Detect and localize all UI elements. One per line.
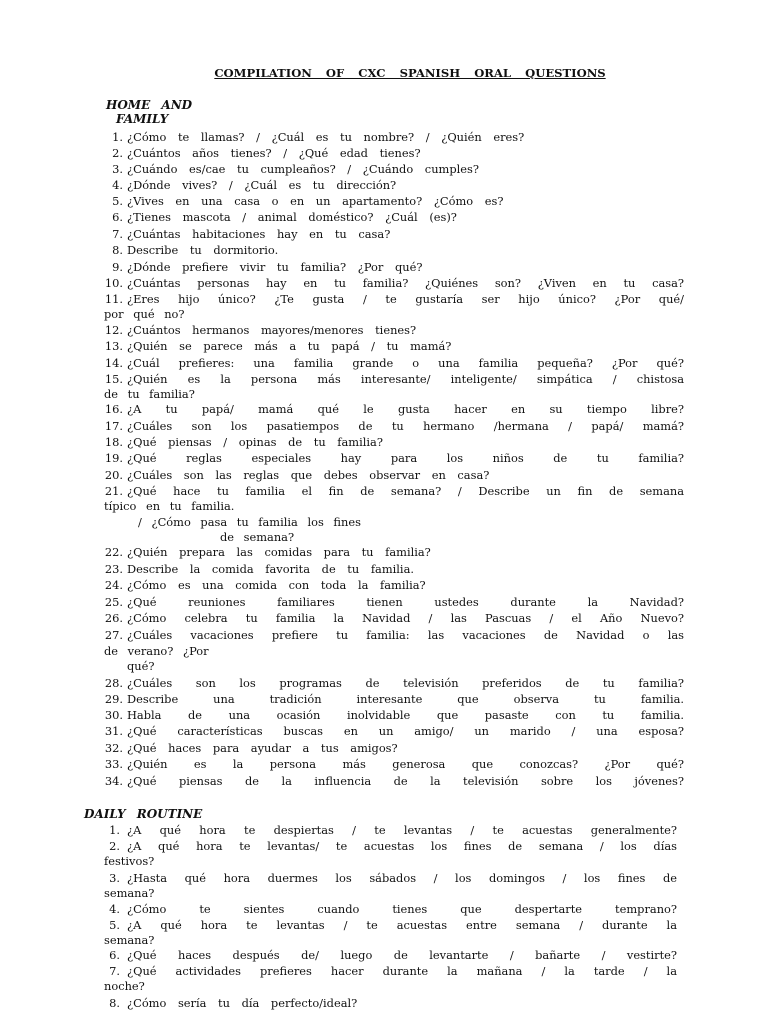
question-text: ¿Cuáles son los programas de televisión preferidos de tu familia?: [127, 676, 684, 690]
question-text: ¿Cómo te sientes cuando tienes que despertarte temprano?: [127, 902, 677, 916]
question-number: 33.: [104, 757, 123, 771]
question-number: 3.: [109, 871, 120, 885]
question-continuation: típico en tu familia.: [104, 499, 235, 513]
question-text: ¿Hasta qué hora duermes los sábados / los domingos / los fines de: [127, 871, 677, 885]
question-number: 18.: [104, 435, 123, 449]
question-text: ¿Cómo te llamas? / ¿Cuál es tu nombre? / ¿Quién eres?: [127, 130, 525, 144]
question-continuation: por qué no?: [104, 307, 185, 321]
question-number: 26.: [104, 611, 123, 625]
document-title: COMPILATION OF CXC SPANISH ORAL QUESTIONS: [214, 66, 606, 80]
question-text: ¿Quién se parece más a tu papá / tu mamá?: [127, 339, 452, 353]
question-text: ¿Cuál prefieres: una familia grande o una familia pequeña? ¿Por qué?: [127, 356, 684, 370]
question-continuation: de tu familia?: [104, 387, 195, 401]
question-number: 4.: [109, 902, 120, 916]
question-text: Habla de una ocasión inolvidable que pasaste con tu familia.: [127, 708, 684, 722]
question-number: 12.: [104, 323, 123, 337]
question-text: ¿Cuántos hermanos mayores/menores tienes?: [127, 323, 417, 337]
question-text: ¿Vives en una casa o en un apartamento? ¿Cómo es?: [127, 194, 504, 208]
question-number: 10.: [104, 276, 123, 290]
question-number: 23.: [104, 562, 123, 576]
section-heading-home-family: [106, 98, 192, 126]
question-text: ¿Quién es la persona más generosa que conozcas? ¿Por qué?: [127, 757, 684, 771]
question-continuation: de verano? ¿Por: [104, 644, 209, 658]
question-text: ¿Cuántos años tienes? / ¿Qué edad tienes?: [127, 146, 421, 160]
question-number: 14.: [104, 356, 123, 370]
question-text: ¿Cuándo es/cae tu cumpleaños? / ¿Cuándo cumples?: [127, 162, 479, 176]
section-heading-line-1: HOME AND: [106, 98, 193, 112]
question-text: ¿Qué piensas / opinas de tu familia?: [127, 435, 383, 449]
question-number: 3.: [112, 162, 123, 176]
question-continuation: semana?: [104, 933, 155, 947]
question-text: ¿Quién prepara las comidas para tu familia?: [127, 545, 431, 559]
question-text: ¿A qué hora te despiertas / te levantas / te acuestas generalmente?: [127, 823, 677, 837]
section-heading-daily-routine: DAILY ROUTINE: [84, 807, 203, 821]
question-continuation: de semana?: [220, 530, 295, 544]
question-text: Describe tu dormitorio.: [127, 243, 279, 257]
question-text: ¿A qué hora te levantas / te acuestas entre semana / durante la: [127, 918, 677, 932]
question-number: 22.: [104, 545, 123, 559]
question-number: 29.: [104, 692, 123, 706]
question-number: 25.: [104, 595, 123, 609]
question-continuation: semana?: [104, 886, 155, 900]
question-text: ¿Cómo celebra tu familia la Navidad / las Pascuas / el Año Nuevo?: [127, 611, 684, 625]
question-text: ¿A tu papá/ mamá qué le gusta hacer en su tiempo libre?: [127, 402, 684, 416]
question-text: ¿Cuáles vacaciones prefiere tu familia: las vacaciones de Navidad o las: [127, 628, 684, 642]
question-number: 5.: [112, 194, 123, 208]
question-number: 32.: [104, 741, 123, 755]
question-text: ¿Dónde prefiere vivir tu familia? ¿Por qué?: [127, 260, 423, 274]
question-text: ¿Qué características buscas en un amigo/ un marido / una esposa?: [127, 724, 684, 738]
question-number: 34.: [104, 774, 123, 788]
question-number: 17.: [104, 419, 123, 433]
question-number: 13.: [104, 339, 123, 353]
question-number: 8.: [109, 996, 120, 1010]
question-number: 1.: [112, 130, 123, 144]
question-text: ¿Cómo sería tu día perfecto/ideal?: [127, 996, 358, 1010]
question-number: 6.: [109, 948, 120, 962]
question-continuation: / ¿Cómo pasa tu familia los fines: [138, 515, 361, 529]
question-continuation: noche?: [104, 979, 145, 993]
question-text: ¿Eres hijo único? ¿Te gusta / te gustaría ser hijo único? ¿Por qué/: [127, 292, 684, 306]
question-number: 9.: [112, 260, 123, 274]
question-text: ¿Qué reglas especiales hay para los niños de tu familia?: [127, 451, 684, 465]
question-number: 2.: [112, 146, 123, 160]
question-number: 31.: [104, 724, 123, 738]
question-text: ¿Cuáles son los pasatiempos de tu hermano /hermana / papá/ mamá?: [127, 419, 684, 433]
question-text: ¿Cuántas habitaciones hay en tu casa?: [127, 227, 391, 241]
question-text: ¿Dónde vives? / ¿Cuál es tu dirección?: [127, 178, 397, 192]
question-continuation: festivos?: [104, 854, 155, 868]
question-number: 21.: [104, 484, 123, 498]
question-text: Describe la comida favorita de tu familia.: [127, 562, 414, 576]
question-number: 20.: [104, 468, 123, 482]
question-number: 7.: [109, 964, 120, 978]
question-number: 2.: [109, 839, 120, 853]
question-number: 15.: [104, 372, 123, 386]
question-number: 4.: [112, 178, 123, 192]
question-text: ¿A qué hora te levantas/ te acuestas los fines de semana / los días: [127, 839, 677, 853]
question-number: 30.: [104, 708, 123, 722]
question-number: 11.: [104, 292, 123, 306]
question-number: 28.: [104, 676, 123, 690]
question-text: ¿Qué reuniones familiares tienen ustedes durante la Navidad?: [127, 595, 684, 609]
question-number: 16.: [104, 402, 123, 416]
question-text: ¿Qué actividades prefieres hacer durante la mañana / la tarde / la: [127, 964, 677, 978]
section-heading-line-2: FAMILY: [116, 112, 169, 126]
question-text: ¿Qué haces para ayudar a tus amigos?: [127, 741, 398, 755]
question-continuation: qué?: [127, 659, 155, 673]
question-number: 8.: [112, 243, 123, 257]
question-text: ¿Cómo es una comida con toda la familia?: [127, 578, 426, 592]
question-text: ¿Qué piensas de la influencia de la televisión sobre los jóvenes?: [127, 774, 684, 788]
question-text: ¿Cuáles son las reglas que debes observar en casa?: [127, 468, 490, 482]
question-text: ¿Quién es la persona más interesante/ inteligente/ simpática / chistosa: [127, 372, 684, 386]
question-number: 6.: [112, 210, 123, 224]
question-number: 24.: [104, 578, 123, 592]
question-number: 5.: [109, 918, 120, 932]
question-text: ¿Qué haces después de/ luego de levantarte / bañarte / vestirte?: [127, 948, 677, 962]
question-number: 19.: [104, 451, 123, 465]
question-text: Describe una tradición interesante que observa tu familia.: [127, 692, 684, 706]
question-number: 1.: [109, 823, 120, 837]
question-text: ¿Qué hace tu familia el fin de semana? / Describe un fin de semana: [127, 484, 684, 498]
question-number: 27.: [104, 628, 123, 642]
question-text: ¿Tienes mascota / animal doméstico? ¿Cuál (es)?: [127, 210, 457, 224]
question-text: ¿Cuántas personas hay en tu familia? ¿Quiénes son? ¿Viven en tu casa?: [127, 276, 684, 290]
question-number: 7.: [112, 227, 123, 241]
